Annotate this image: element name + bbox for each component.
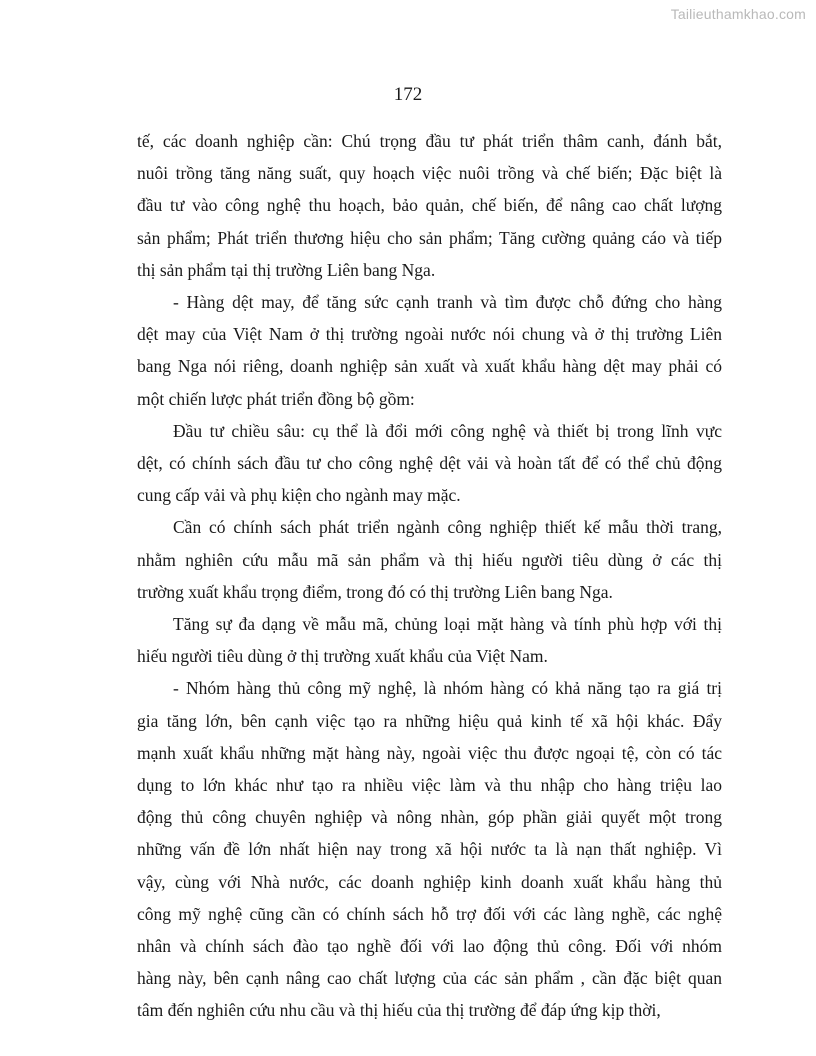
text-line: - Hàng dệt may, để tăng sức cạnh tranh và tìm được chỗ đứng cho hàng <box>173 292 722 313</box>
text-line: công mỹ nghệ cũng cần có chính sách hỗ trợ đối với các làng nghề, các nghệ <box>137 903 722 924</box>
text-line: Tăng sự đa dạng về mẫu mã, chủng loại mặt hàng và tính phù hợp với thị <box>173 614 722 635</box>
text-line: dệt, có chính sách đầu tư cho công nghệ dệt vải và hoàn tất để có thể chủ động <box>137 453 722 474</box>
text-line: động thủ công chuyên nghiệp và nông nhàn, góp phần giải quyết một trong <box>137 807 722 828</box>
text-line: cung cấp vải và phụ kiện cho ngành may mặc. <box>137 485 461 506</box>
text-line: - Nhóm hàng thủ công mỹ nghệ, là nhóm hàng có khả năng tạo ra giá trị <box>173 678 722 699</box>
paragraph <box>137 125 722 286</box>
text-line: nhằm nghiên cứu mẫu mã sản phẩm và thị hiếu người tiêu dùng ở các thị <box>137 549 722 570</box>
paragraph <box>137 511 722 608</box>
paragraph <box>137 608 722 672</box>
text-line: bang Nga nói riêng, doanh nghiệp sản xuất và xuất khẩu hàng dệt may phải có <box>137 356 722 377</box>
text-line: vậy, cùng với Nhà nước, các doanh nghiệp kinh doanh xuất khẩu hàng thủ <box>137 871 722 892</box>
paragraph <box>137 286 722 415</box>
text-line: thị sản phẩm tại thị trường Liên bang Nga. <box>137 259 436 280</box>
text-line: dệt may của Việt Nam ở thị trường ngoài nước nói chung và ở thị trường Liên <box>137 324 722 345</box>
text-line: trường xuất khẩu trọng điểm, trong đó có thị trường Liên bang Nga. <box>137 581 613 602</box>
text-line: Cần có chính sách phát triển ngành công nghiệp thiết kế mẫu thời trang, <box>173 517 722 538</box>
text-line: sản phẩm; Phát triển thương hiệu cho sản phẩm; Tăng cường quảng cáo và tiếp <box>137 227 722 248</box>
page-number: 172 <box>393 84 423 105</box>
text-line: nuôi trồng tăng năng suất, quy hoạch việc nuôi trồng và chế biến; Đặc biệt là <box>137 163 722 184</box>
text-line: nhân và chính sách đào tạo nghề đối với lao động thủ công. Đối với nhóm <box>137 936 722 957</box>
paragraph <box>137 672 722 1026</box>
watermark: Tailieuthamkhao.com <box>670 6 806 22</box>
text-line: hiếu người tiêu dùng ở thị trường xuất khẩu của Việt Nam. <box>137 646 548 667</box>
text-line: Đầu tư chiều sâu: cụ thể là đổi mới công nghệ và thiết bị trong lĩnh vực <box>173 420 722 441</box>
text-line: những vấn đề lớn nhất hiện nay trong xã hội nước ta là nạn thất nghiệp. Vì <box>137 839 722 860</box>
text-line: một chiến lược phát triển đồng bộ gồm: <box>137 388 415 409</box>
text-line: hàng này, bên cạnh nâng cao chất lượng của các sản phẩm , cần đặc biệt quan <box>137 968 722 989</box>
paragraph <box>137 415 722 512</box>
text-line: tâm đến nghiên cứu nhu cầu và thị hiếu của thị trường để đáp ứng kịp thời, <box>137 1000 661 1021</box>
text-line: mạnh xuất khẩu những mặt hàng này, ngoài việc thu được ngoại tệ, còn có tác <box>137 742 722 763</box>
document-body <box>137 125 722 1027</box>
text-line: tế, các doanh nghiệp cần: Chú trọng đầu tư phát triển thâm canh, đánh bắt, <box>137 131 722 151</box>
text-line: gia tăng lớn, bên cạnh việc tạo ra những hiệu quả kinh tế xã hội khác. Đẩy <box>137 710 722 731</box>
text-line: dụng to lớn khác như tạo ra nhiều việc làm và thu nhập cho hàng triệu lao <box>137 775 722 796</box>
text-line: đầu tư vào công nghệ thu hoạch, bảo quản, chế biến, để nâng cao chất lượng <box>137 195 722 216</box>
